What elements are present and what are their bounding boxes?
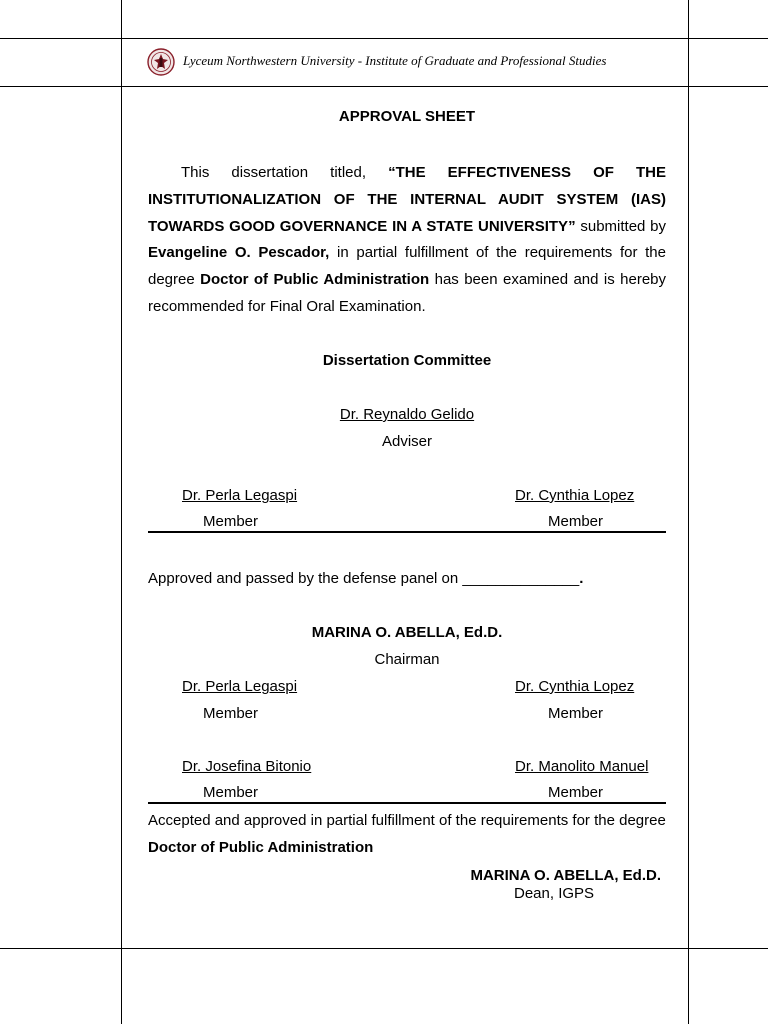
committee-member-right-name: Dr. Cynthia Lopez [515,487,635,504]
section-divider-1 [148,531,666,533]
acceptance-paragraph [148,808,668,862]
footer-line [0,948,768,949]
chairman-role: Chairman [374,651,440,668]
institution-name: Lyceum Northwestern University - Institute of Graduate and Professional Studies [183,53,607,68]
page-title: APPROVAL SHEET [338,108,476,125]
dean-role: Dean, IGPS [514,885,595,902]
margin-line-left [121,0,122,1024]
panel-member-4-role: Member [548,784,604,801]
adviser-role: Adviser [381,433,433,450]
adviser-name: Dr. Reynaldo Gelido [339,406,475,423]
intro-paragraph [148,160,666,321]
chairman-name: MARINA O. ABELLA, Ed.D. [311,624,503,641]
author-name: Evangeline O. Pescador, [148,244,330,262]
panel-member-1-name: Dr. Perla Legaspi [182,678,298,695]
approval-statement [148,570,583,587]
intro-tail: has been examined and is hereby recommended for Final Oral Examination. [148,271,667,315]
acceptance-degree: Doctor of Public Administration [148,838,374,856]
acceptance-text: Accepted and approved in partial fulfillment of the requirements for the degree [148,812,666,829]
panel-member-4-name: Dr. Manolito Manuel [515,758,649,775]
committee-heading: Dissertation Committee [322,352,492,369]
panel-member-3-role: Member [203,784,259,801]
panel-member-3-name: Dr. Josefina Bitonio [182,758,312,775]
approval-text: Approved and passed by the defense panel on ______________ [148,570,580,587]
section-divider-2 [148,802,666,804]
committee-member-left-role: Member [203,513,259,530]
degree-name: Doctor of Public Administration [200,271,430,289]
margin-line-right [688,0,689,1024]
header-line-bottom [0,86,768,87]
committee-member-left-name: Dr. Perla Legaspi [182,487,298,504]
header-line-top [0,38,768,39]
approval-period: . [579,570,584,587]
panel-member-2-role: Member [548,705,604,722]
intro-lead: This dissertation titled, [181,164,389,181]
university-seal-icon [147,48,175,76]
intro-fulfillment: in partial fulfillment of the requirements for the degree [148,244,666,289]
committee-member-right-role: Member [548,513,604,530]
intro-submitted-by: submitted by [575,217,667,235]
panel-member-1-role: Member [203,705,259,722]
dean-name: MARINA O. ABELLA, Ed.D. [470,867,661,884]
panel-member-2-name: Dr. Cynthia Lopez [515,678,635,695]
dissertation-title: “THE EFFECTIVENESS OF THE INSTITUTIONALIZATION OF THE INTERNAL AUDIT SYSTEM (IAS) TOWARDS GOOD GOVERNANCE IN A STATE UNIVERSITY” [148,164,666,235]
